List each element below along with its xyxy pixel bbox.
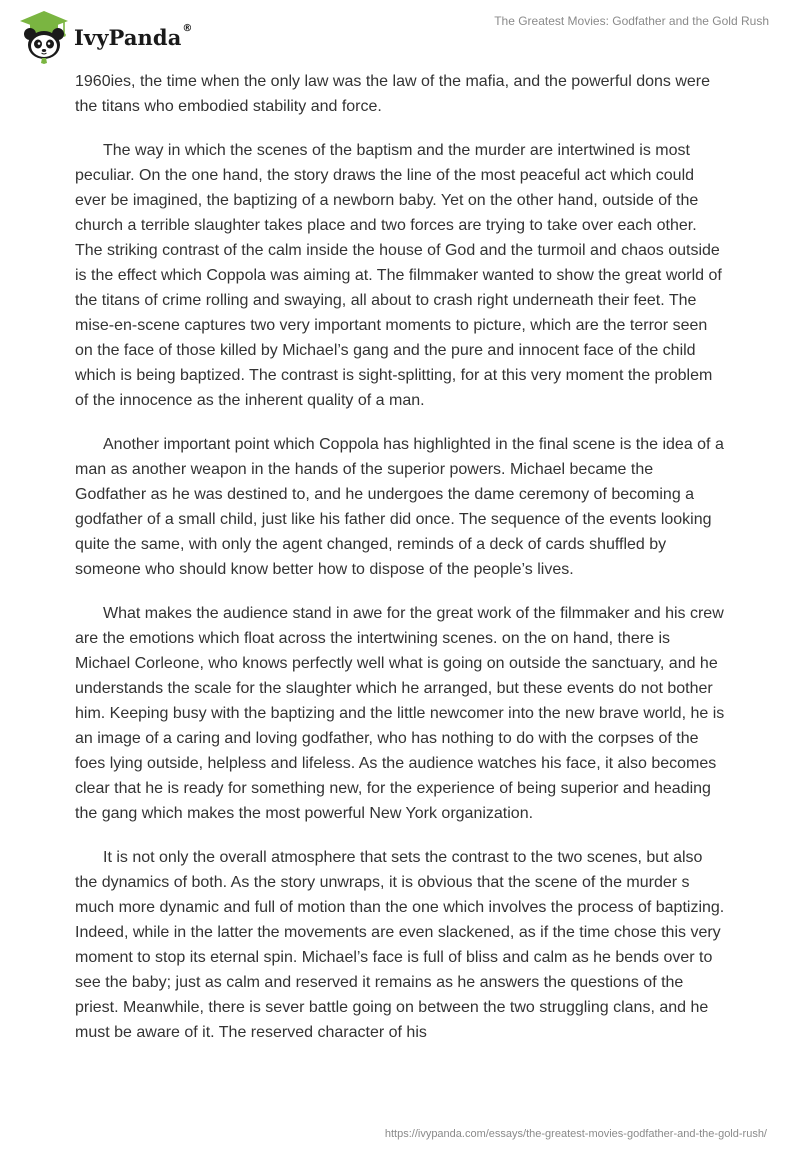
source-url[interactable]: https://ivypanda.com/essays/the-greatest-movies-godfather-and-the-gold-rush/ xyxy=(384,1128,767,1140)
paragraph: What makes the audience stand in awe for the great work of the filmmaker and his crew are the emotions which float across the intertwining scenes. on the on hand, there is Michael Corleone, who knows perfectly well what is going on outside the sanctuary, and he understands the scale for the slaughter which he arranged, but these events do not bother him. Keeping busy with the baptizing and the little newcomer into the new brave world, he is an image of a caring and loving godfather, who has nothing to do with the corpses of the foes lying outside, helpless and lifeless. As the audience watches his face, it also becomes clear that he is ready for something new, for the experience of being superior and heading the gang which makes the most powerful New York organization. xyxy=(75,605,725,822)
essay-body xyxy=(75,69,725,1064)
paragraph: It is not only the overall atmosphere that sets the contrast to the two scenes, but also the dynamics of both. As the story unwraps, it is obvious that the scene of the murder s much more dynamic and full of motion than the one which involves the process of baptizing. Indeed, while in the latter the movements are even slackened, as if the time chose this very moment to stop its eternal spin. Michael’s face is full of bliss and calm as he bends over to see the baby; just as calm and reserved it remains as he answers the questions of the priest. Meanwhile, there is sever battle going on between the two struggling clans, and he must be aware of it. The reserved character of his xyxy=(75,849,725,1041)
paragraph: The way in which the scenes of the baptism and the murder are intertwined is most peculiar. On the one hand, the story draws the line of the most peaceful act which could ever be imagined, the baptizing of a newborn baby. Yet on the other hand, outside of the church a terrible slaughter takes place and two forces are trying to take over each other. The striking contrast of the calm inside the house of God and the turmoil and chaos outside is the effect which Coppola was aiming at. The filmmaker wanted to show the great world of the titans of crime rolling and swaying, all about to crash right underneath their feet. The mise-en-scene captures two very important moments to picture, which are the terror seen on the face of those killed by Michael’s gang and the pure and innocent face of the child which is being baptized. The contrast is sight-splitting, for at this very moment the problem of the innocence as the inherent quality of a man. xyxy=(75,142,722,409)
brand-logo[interactable] xyxy=(16,8,193,64)
brand-name-text: IvyPanda xyxy=(74,24,182,50)
brand-name xyxy=(74,22,193,50)
page-header xyxy=(0,0,800,70)
document-title: The Greatest Movies: Godfather and the Gold Rush xyxy=(494,14,769,28)
paragraph: Another important point which Coppola has highlighted in the final scene is the idea of a man as another weapon in the hands of the superior powers. Michael became the Godfather as he was destined to, and he undergoes the dame ceremony of becoming a godfather of a small child, just like his father did once. The sequence of the events looking quite the same, with only the agent changed, reminds of a deck of cards shuffled by someone who should know better how to dispose of the people’s lives. xyxy=(75,436,724,578)
paragraph-continuation: 1960ies, the time when the only law was the law of the mafia, and the powerful dons were the titans who embodied stability and force. xyxy=(75,73,711,115)
registered-mark: ® xyxy=(182,22,193,34)
panda-graduate-icon xyxy=(16,8,72,64)
